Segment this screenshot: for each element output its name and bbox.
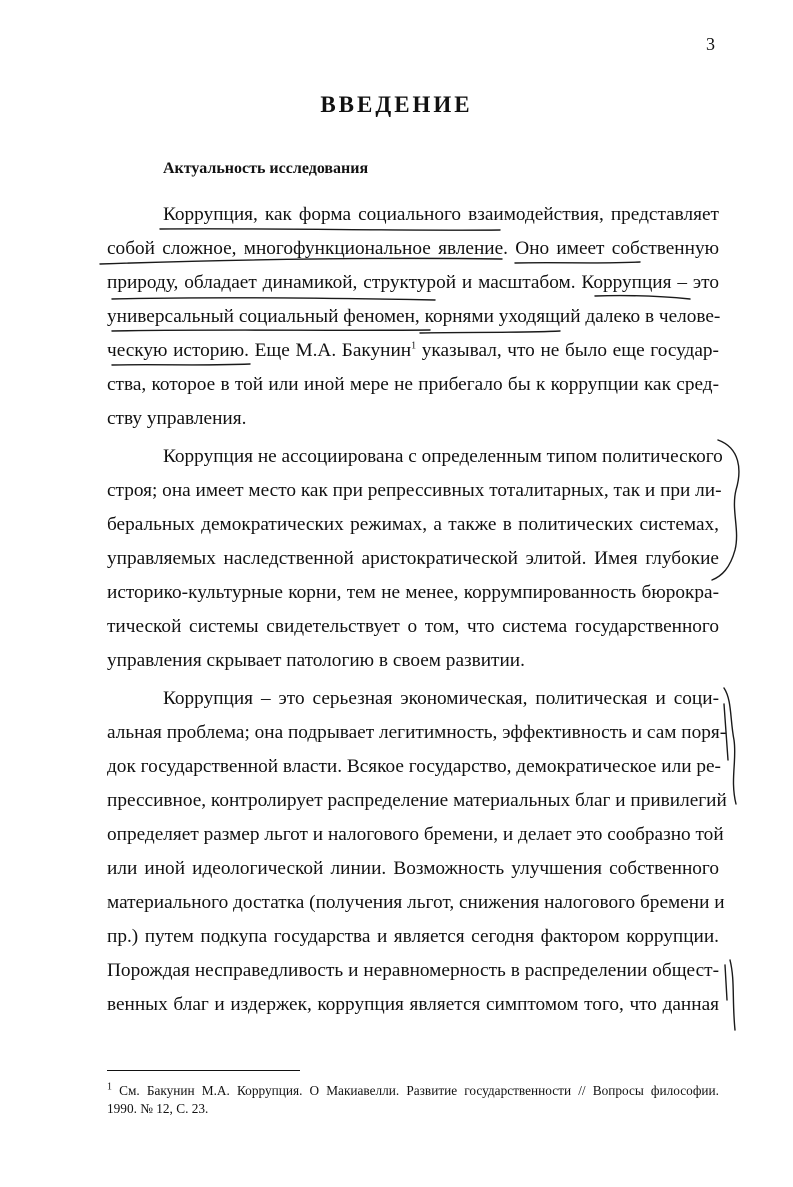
body-text-segment: указывал, что не было еще государ- [421, 340, 719, 361]
underline-mark [160, 229, 500, 230]
body-line: ства, которое в той или иной мере не прибегало бы к коррупции как сред- [107, 374, 719, 395]
body-line: управления скрывает патологию в своем развитии. [107, 650, 525, 671]
body-line: материального достатка (получения льгот, снижения налогового бремени и [107, 892, 725, 913]
body-line: универсальный социальный феномен, корнями уходящий далеко в челове- [107, 306, 721, 327]
body-line: природу, обладает динамикой, структурой и масштабом. Коррупция – это [107, 272, 719, 293]
body-line: док государственной власти. Всякое государство, демократическое или ре- [107, 756, 721, 777]
body-line: пр.) путем подкупа государства и является сегодня фактором коррупции. [107, 926, 719, 947]
margin-bracket [725, 965, 727, 1000]
body-line: беральных демократических режимах, а также в политических системах, [107, 514, 719, 535]
body-line: управляемых наследственной аристократической элитой. Имея глубокие [107, 548, 719, 569]
body-line: тической системы свидетельствует о том, что система государственного [107, 616, 719, 637]
footnote-marker: 1 [107, 1081, 112, 1093]
overline-mark [112, 298, 435, 300]
underline-mark [515, 262, 640, 263]
margin-bracket [730, 960, 735, 1030]
underline-mark [420, 331, 560, 333]
margin-bracket [724, 688, 736, 804]
body-line: Коррупция не ассоциирована с определенным типом политического [163, 446, 723, 467]
body-text-segment: ческую историю. Еще М.А. Бакунин [107, 340, 412, 361]
margin-bracket [712, 440, 739, 580]
page-number: 3 [706, 34, 715, 54]
margin-bracket [724, 704, 728, 760]
footnote-reference: 1 [411, 340, 417, 352]
body-line: собой сложное, многофункциональное явление. Оно имеет собственную [107, 238, 719, 259]
section-heading: Актуальность исследования [163, 160, 369, 177]
underline-mark [112, 364, 250, 365]
footnote-text: См. Бакунин М.А. Коррупция. О Макиавелли. Развитие государственности // Вопросы философии. [119, 1083, 719, 1098]
body-line: Порождая несправедливость и неравномерность в распределении общест- [107, 960, 719, 981]
body-line: венных благ и издержек, коррупция является симптомом того, что данная [107, 994, 719, 1015]
body-line: Коррупция – это серьезная экономическая, политическая и соци- [163, 688, 719, 709]
body-line: альная проблема; она подрывает легитимность, эффективность и сам поря- [107, 722, 727, 743]
overline-mark [595, 296, 690, 299]
body-line: строя; она имеет место как при репрессивных тоталитарных, так и при ли- [107, 480, 722, 501]
body-line: историко-культурные корни, тем не менее, коррумпированность бюрокра- [107, 582, 719, 603]
body-line: ству управления. [107, 408, 247, 429]
underline-mark [100, 258, 502, 264]
footnote-line: 1990. № 12, С. 23. [107, 1101, 209, 1116]
body-line: или иной идеологической линии. Возможность улучшения собственного [107, 858, 719, 879]
body-line: определяет размер льгот и налогового бремени, и делает это сообразно той [107, 824, 724, 845]
body-line: Коррупция, как форма социального взаимодействия, представляет [163, 204, 719, 225]
underline-mark [112, 330, 430, 331]
page-title: ВВЕДЕНИЕ [320, 92, 473, 117]
body-line: прессивное, контролирует распределение материальных благ и привилегий [107, 790, 727, 811]
